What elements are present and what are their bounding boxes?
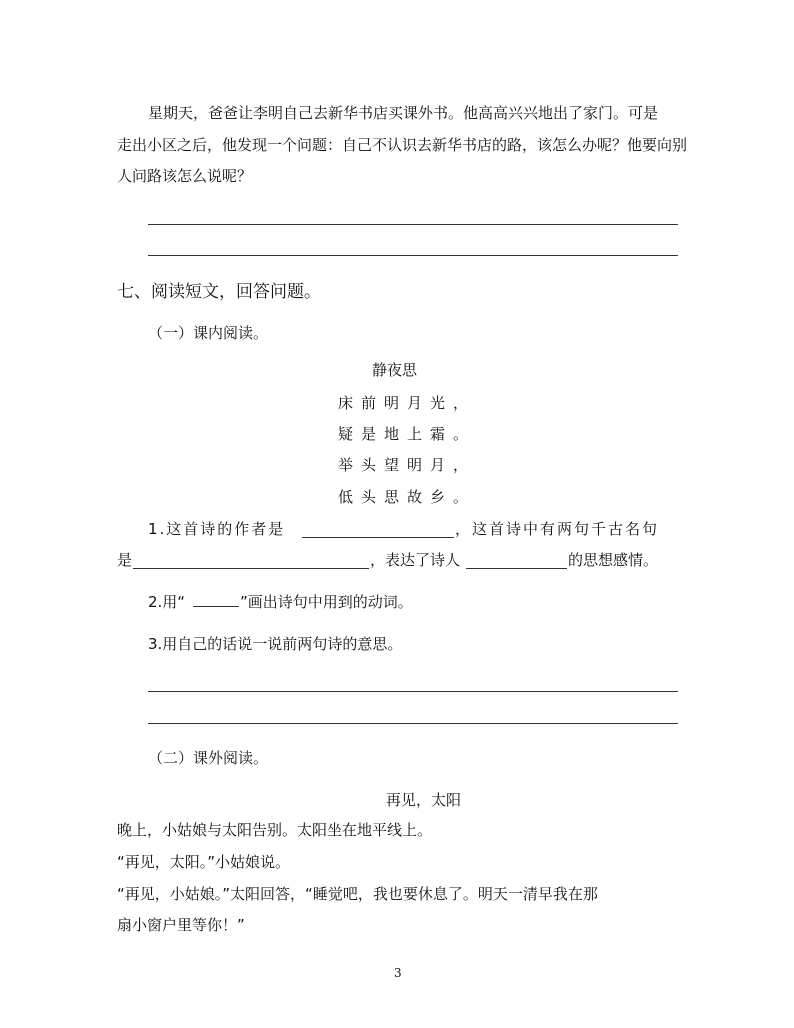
question-1-part-a: 1.这首诗的作者是 <box>148 520 286 538</box>
answer-line[interactable] <box>148 255 678 256</box>
question-2-part-b: ”画出诗句中用到的动词。 <box>240 593 413 611</box>
intro-line-3: 人问路该怎么说呢？ <box>117 167 253 185</box>
question-1-part-b: ，这首诗中有两句千古名句 <box>455 520 660 538</box>
author-blank[interactable] <box>302 537 454 538</box>
story-paragraph: “再见，小姑娘。”太阳回答，“睡觉吧，我也要休息了。明天一清早我在那 <box>117 885 598 903</box>
part-label: （二）课外阅读。 <box>148 749 269 767</box>
poem-line: 低头思故乡。 <box>338 488 477 506</box>
poem-line: 举头望明月， <box>338 456 477 474</box>
story-paragraph: 扇小窗户里等你！” <box>117 916 245 934</box>
answer-line[interactable] <box>148 224 678 225</box>
section-title: 七、阅读短文，回答问题。 <box>117 282 321 302</box>
question-1-part-d: ，表达了诗人 <box>370 551 461 569</box>
question-2-part-a: 2.用“ <box>148 593 186 611</box>
poem-title: 静夜思 <box>372 361 418 379</box>
story-title: 再见，太阳 <box>386 791 462 809</box>
question-3: 3.用自己的话说一说前两句诗的意思。 <box>148 635 403 653</box>
answer-line[interactable] <box>148 723 678 724</box>
part-label: （一）课内阅读。 <box>148 324 269 342</box>
poem-line: 疑是地上霜。 <box>338 425 477 443</box>
intro-line-1: 星期天，爸爸让李明自己去新华书店买课外书。他高高兴兴地出了家门。可是 <box>148 104 659 122</box>
intro-line-2: 走出小区之后，他发现一个问题：自己不认识去新华书店的路，该怎么办呢？他要向别 <box>117 136 688 154</box>
story-paragraph: “再见，太阳。”小姑娘说。 <box>117 853 291 871</box>
poem-line: 床前明月光， <box>338 394 477 412</box>
page-number: 3 <box>394 966 402 980</box>
story-paragraph: 晚上，小姑娘与太阳告别。太阳坐在地平线上。 <box>117 821 433 839</box>
question-1-part-c: 是 <box>117 551 133 569</box>
question-1-part-e: 的思想感情。 <box>568 551 659 569</box>
famous-lines-blank[interactable] <box>133 568 369 569</box>
feeling-blank[interactable] <box>466 568 567 569</box>
underline-sample <box>193 606 239 607</box>
answer-line[interactable] <box>148 691 678 692</box>
